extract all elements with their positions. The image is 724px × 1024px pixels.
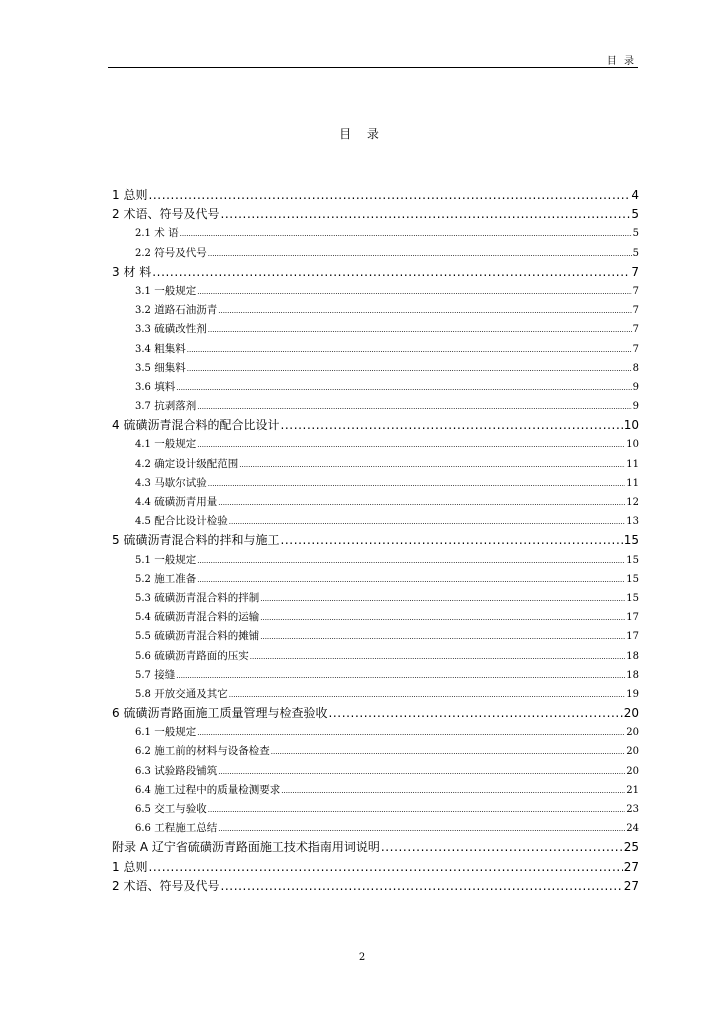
toc-page-number: 27 — [623, 859, 639, 874]
toc-section-title: 抗剥落剂 — [154, 400, 197, 413]
toc-entry-label — [135, 742, 270, 761]
toc-section-title: 一般规定 — [154, 284, 197, 297]
dot-leader — [218, 494, 625, 512]
toc-section-entry[interactable] — [112, 666, 639, 685]
toc-section-number: 4.4 — [135, 497, 151, 508]
toc-page-number: 20 — [626, 727, 639, 739]
toc-section-number: 5.2 — [135, 573, 151, 585]
dot-leader — [187, 341, 632, 359]
toc-entry-label — [135, 397, 196, 416]
toc-section-entry[interactable] — [112, 224, 639, 243]
toc-entry-label — [135, 800, 207, 819]
toc-section-number: 5.7 — [135, 669, 151, 681]
toc-section-title: 道路石油沥青 — [154, 304, 218, 317]
toc-section-number: 2.2 — [135, 247, 151, 259]
toc-page-number: 8 — [632, 362, 639, 374]
toc-section-title: 试验路段铺筑 — [154, 764, 218, 777]
toc-entry-label — [135, 570, 196, 589]
toc-chapter-entry[interactable] — [112, 416, 639, 435]
toc-section-number: 3.2 — [135, 305, 151, 317]
dot-leader — [280, 531, 622, 550]
toc-page-number: 20 — [623, 706, 639, 721]
toc-section-title: 硫磺沥青用量 — [154, 496, 218, 508]
toc-entry-label — [135, 224, 179, 243]
toc-entry-label: 附录 A 辽宁省硫磺沥青路面施工技术指南用词说明 — [112, 840, 380, 855]
dot-leader — [180, 225, 632, 243]
toc-entry-label — [135, 378, 175, 397]
dot-leader — [152, 263, 630, 282]
toc-section-number: 6.3 — [135, 765, 151, 777]
toc-section-number: 5.4 — [135, 612, 151, 624]
dot-leader — [229, 513, 626, 531]
toc-section-title: 粗集料 — [154, 342, 186, 355]
toc-entry-label — [135, 244, 207, 263]
dot-leader — [208, 321, 632, 339]
toc-page-number: 21 — [626, 784, 639, 796]
toc-section-entry[interactable] — [112, 512, 639, 531]
toc-section-entry[interactable] — [112, 800, 639, 819]
toc-page-number: 9 — [632, 401, 639, 413]
toc-section-entry[interactable] — [112, 551, 639, 570]
toc-section-entry[interactable] — [112, 378, 639, 397]
toc-entry-label — [135, 512, 228, 531]
toc-section-title: 接缝 — [154, 668, 176, 681]
toc-section-entry[interactable] — [112, 627, 639, 646]
toc-section-title: 施工准备 — [154, 572, 197, 585]
toc-section-entry[interactable] — [112, 819, 639, 838]
toc-section-title: 填料 — [154, 380, 176, 393]
toc-entry-label: 1 总则 — [112, 859, 148, 874]
page-number: 2 — [358, 952, 366, 963]
toc-page-number: 13 — [626, 516, 639, 528]
toc-section-number: 3.6 — [135, 381, 151, 393]
toc-section-number: 5.8 — [135, 688, 151, 700]
toc-section-title: 配合比设计检验 — [154, 515, 228, 528]
toc-section-number: 4.3 — [135, 477, 151, 489]
toc-entry-label — [135, 762, 217, 781]
toc-section-title: 硫磺沥青路面的压实 — [154, 649, 249, 662]
toc-chapter-entry[interactable] — [112, 186, 639, 205]
toc-page-number: 11 — [626, 458, 639, 470]
toc-entry-label — [135, 608, 259, 627]
toc-section-entry[interactable] — [112, 762, 639, 781]
toc-section-number: 3.7 — [135, 401, 151, 413]
toc-entry-label — [135, 474, 207, 493]
toc-page-number: 19 — [626, 688, 639, 700]
toc-section-number: 6.5 — [135, 804, 151, 815]
toc-page-number: 10 — [626, 439, 639, 451]
toc-entry-label — [135, 359, 186, 378]
dot-leader — [381, 838, 623, 857]
toc-page-number: 18 — [626, 669, 639, 681]
dot-leader — [220, 205, 630, 224]
toc-section-title: 硫磺沥青混合料的拌制 — [154, 591, 260, 604]
toc-section-title: 术 语 — [154, 227, 179, 240]
toc-section-entry[interactable] — [112, 340, 639, 359]
toc-page-number: 17 — [626, 631, 639, 643]
toc-section-title: 硫磺沥青混合料的运输 — [154, 611, 260, 624]
dot-leader — [187, 360, 632, 378]
toc-page-number: 5 — [631, 207, 639, 222]
dot-leader — [197, 398, 631, 416]
toc-section-entry[interactable] — [112, 359, 639, 378]
toc-section-entry[interactable] — [112, 282, 639, 301]
dot-leader — [260, 628, 625, 646]
toc-entry-label — [135, 493, 217, 512]
toc-chapter-entry[interactable] — [112, 531, 639, 550]
toc-section-title: 施工过程中的质量检测要求 — [154, 783, 281, 796]
toc-section-entry[interactable] — [112, 608, 639, 627]
toc-section-title: 一般规定 — [154, 726, 197, 739]
toc-chapter-entry[interactable] — [112, 858, 639, 877]
dot-leader — [176, 667, 625, 685]
toc-page-number: 15 — [626, 573, 639, 585]
toc-section-number: 6.1 — [135, 727, 151, 739]
toc-section-entry[interactable] — [112, 320, 639, 339]
dot-leader — [197, 724, 625, 742]
toc-entry-label — [135, 455, 238, 474]
toc-section-title: 施工前的材料与设备检查 — [154, 745, 270, 758]
toc-entry-label: 6 硫磺沥青路面施工质量管理与检查验收 — [112, 706, 328, 721]
table-of-contents — [112, 186, 639, 896]
dot-leader — [280, 416, 622, 435]
toc-entry-label — [135, 647, 249, 666]
toc-section-entry[interactable] — [112, 647, 639, 666]
header-rule — [108, 67, 638, 68]
toc-entry-label — [135, 435, 196, 454]
dot-leader — [208, 801, 626, 819]
dot-leader — [218, 302, 631, 320]
toc-section-number: 4.1 — [135, 439, 151, 451]
toc-entry-label — [135, 627, 259, 646]
toc-section-entry[interactable] — [112, 742, 639, 761]
toc-section-number: 3.4 — [135, 343, 151, 355]
toc-entry-label: 2 术语、符号及代号 — [112, 878, 220, 893]
toc-page-number: 15 — [626, 592, 639, 604]
toc-page-number: 4 — [631, 188, 639, 202]
toc-entry-label — [135, 781, 280, 800]
toc-page-number: 7 — [632, 305, 639, 317]
toc-section-entry[interactable] — [112, 397, 639, 416]
dot-leader — [197, 552, 625, 570]
toc-section-entry[interactable] — [112, 685, 639, 704]
toc-page-number: 7 — [632, 324, 639, 336]
dot-leader — [281, 782, 625, 800]
toc-page-number: 7 — [631, 264, 639, 279]
toc-entry-label — [135, 320, 207, 339]
toc-page-number: 7 — [632, 285, 639, 297]
toc-page-number: 5 — [632, 228, 639, 240]
toc-entry-label — [135, 723, 196, 742]
dot-leader — [250, 648, 626, 666]
toc-section-title: 工程施工总结 — [154, 822, 218, 835]
toc-section-number: 6.4 — [135, 784, 151, 796]
toc-chapter-entry[interactable] — [112, 704, 639, 723]
dot-leader — [260, 609, 625, 627]
toc-section-number: 5.5 — [135, 631, 151, 643]
dot-leader — [148, 858, 622, 877]
toc-section-title: 细集料 — [154, 361, 186, 374]
toc-section-title: 马歇尔试验 — [154, 476, 207, 489]
dot-leader — [208, 245, 632, 263]
toc-chapter-entry[interactable] — [112, 263, 639, 282]
toc-entry-label: 3 材 料 — [112, 264, 152, 279]
toc-section-number: 3.5 — [135, 362, 151, 374]
toc-section-number: 5.6 — [135, 650, 151, 662]
toc-section-title: 硫磺改性剂 — [154, 323, 207, 336]
toc-section-entry[interactable] — [112, 455, 639, 474]
toc-page-number: 24 — [626, 823, 639, 835]
toc-page-number: 10 — [623, 418, 639, 433]
dot-leader — [260, 590, 625, 608]
toc-page-number: 17 — [626, 612, 639, 624]
toc-page-number: 23 — [626, 804, 639, 815]
toc-section-number: 4.5 — [135, 516, 151, 528]
toc-entry-label — [135, 282, 196, 301]
toc-entry-label — [135, 589, 259, 608]
dot-leader — [176, 379, 631, 397]
toc-section-number: 6.2 — [135, 746, 151, 758]
toc-section-title: 交工与验收 — [154, 803, 207, 815]
toc-entry-label — [135, 340, 186, 359]
toc-section-entry[interactable] — [112, 589, 639, 608]
dot-leader — [239, 456, 625, 474]
toc-section-number: 5.1 — [135, 554, 151, 566]
toc-entry-label — [135, 301, 217, 320]
toc-chapter-entry[interactable] — [112, 205, 639, 224]
dot-leader — [229, 686, 626, 704]
dot-leader — [148, 186, 630, 205]
toc-page-number: 20 — [626, 765, 639, 777]
toc-section-entry[interactable] — [112, 244, 639, 263]
toc-page-number: 7 — [632, 343, 639, 355]
dot-leader — [328, 704, 622, 723]
dot-leader — [220, 877, 622, 896]
toc-title: 目 录 — [339, 127, 385, 141]
toc-page-number: 5 — [632, 247, 639, 259]
toc-page-number: 15 — [626, 554, 639, 566]
running-header: 目 录 — [606, 56, 636, 67]
toc-entry-label — [135, 819, 217, 838]
dot-leader — [218, 820, 625, 838]
dot-leader — [218, 763, 625, 781]
toc-section-entry[interactable] — [112, 435, 639, 454]
toc-entry-label: 4 硫磺沥青混合料的配合比设计 — [112, 418, 280, 433]
toc-section-title: 确定设计级配范围 — [154, 457, 239, 470]
toc-chapter-entry[interactable] — [112, 838, 639, 857]
toc-page-number: 12 — [626, 497, 639, 508]
toc-section-entry[interactable] — [112, 493, 639, 512]
dot-leader — [197, 283, 631, 301]
toc-page-number: 18 — [626, 650, 639, 662]
toc-page-number: 27 — [623, 878, 639, 893]
toc-section-title: 符号及代号 — [154, 246, 207, 259]
toc-section-title: 一般规定 — [154, 553, 197, 566]
dot-leader — [197, 436, 625, 454]
toc-section-entry[interactable] — [112, 723, 639, 742]
toc-entry-label — [135, 685, 228, 704]
toc-page-number: 25 — [623, 840, 639, 855]
toc-entry-label: 2 术语、符号及代号 — [112, 207, 220, 222]
toc-page-number: 11 — [626, 477, 639, 489]
toc-section-title: 一般规定 — [154, 438, 197, 451]
toc-section-number: 3.1 — [135, 285, 151, 297]
toc-page-number: 15 — [623, 533, 639, 548]
toc-chapter-entry[interactable] — [112, 877, 639, 896]
dot-leader — [197, 571, 625, 589]
toc-section-entry[interactable] — [112, 781, 639, 800]
toc-section-title: 开放交通及其它 — [154, 687, 228, 700]
toc-entry-label: 1 总则 — [112, 188, 148, 202]
toc-section-entry[interactable] — [112, 570, 639, 589]
toc-entry-label: 5 硫磺沥青混合料的拌和与施工 — [112, 533, 280, 548]
toc-entry-label — [135, 666, 175, 685]
toc-section-number: 5.3 — [135, 592, 151, 604]
dot-leader — [271, 743, 626, 761]
toc-section-number: 3.3 — [135, 324, 151, 336]
toc-section-title: 硫磺沥青混合料的摊铺 — [154, 630, 260, 643]
toc-section-number: 4.2 — [135, 458, 151, 470]
toc-section-number: 2.1 — [135, 228, 151, 240]
dot-leader — [208, 475, 626, 493]
toc-section-entry[interactable] — [112, 301, 639, 320]
toc-page-number: 20 — [626, 746, 639, 758]
toc-section-entry[interactable] — [112, 474, 639, 493]
toc-section-number: 6.6 — [135, 823, 151, 835]
toc-page-number: 9 — [632, 381, 639, 393]
toc-entry-label — [135, 551, 196, 570]
